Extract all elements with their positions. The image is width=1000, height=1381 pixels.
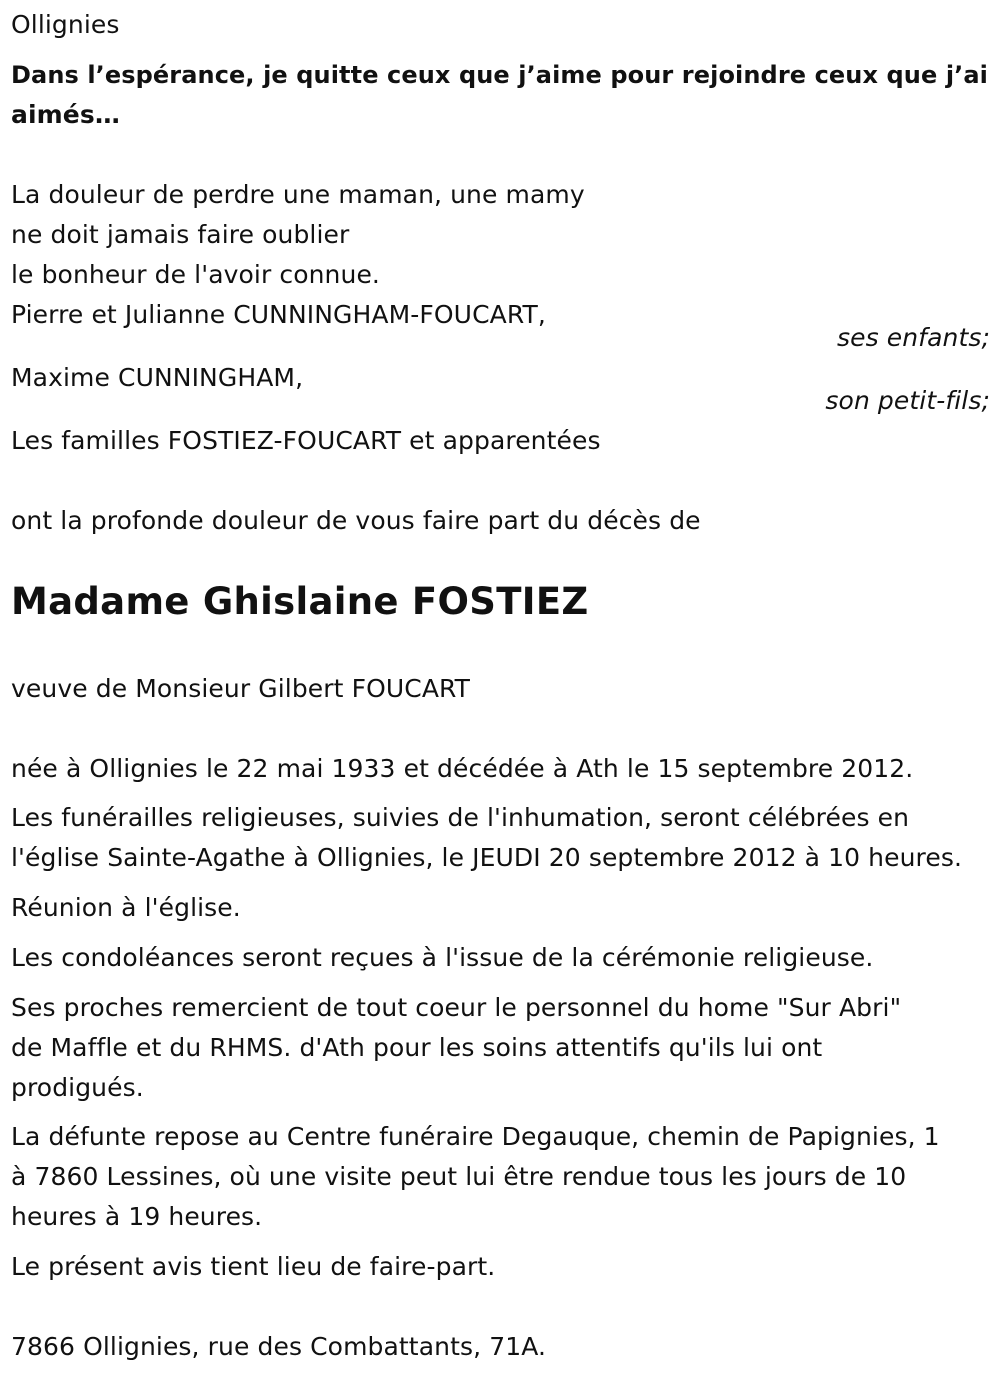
grandchild-role: son petit-fils; [825,386,990,415]
rest-line-3: heures à 19 heures. [11,1202,263,1231]
meeting-line: Réunion à l'église. [11,893,241,922]
quote-line-2: aimés… [11,100,120,129]
thanks-line-1: Ses proches remercient de tout coeur le personnel du home "Sur Abri" [11,993,902,1022]
funeral-line-1: Les funérailles religieuses, suivies de l'inhumation, seront célébrées en [11,803,910,832]
poem-line-1: La douleur de perdre une maman, une mamy [11,180,585,209]
announcement-line: ont la profonde douleur de vous faire part du décès de [11,506,701,535]
quote-line-1: Dans l’espérance, je quitte ceux que j’aime pour rejoindre ceux que j’ai [11,61,988,89]
children-names: Pierre et Julianne CUNNINGHAM-FOUCART, [11,300,546,329]
rest-line-2: à 7860 Lessines, où une visite peut lui être rendue tous les jours de 10 [11,1162,907,1191]
grandchild-name: Maxime CUNNINGHAM, [11,363,304,392]
widow-of-line: veuve de Monsieur Gilbert FOUCART [11,674,471,703]
rest-line-1: La défunte repose au Centre funéraire Degauque, chemin de Papignies, 1 [11,1122,940,1151]
birth-death-line: née à Ollignies le 22 mai 1933 et décédée à Ath le 15 septembre 2012. [11,754,914,783]
condolences-line: Les condoléances seront reçues à l'issue de la cérémonie religieuse. [11,943,874,972]
address-line: 7866 Ollignies, rue des Combattants, 71A. [11,1332,547,1361]
deceased-name: Madame Ghislaine FOSTIEZ [11,580,589,623]
thanks-line-2: de Maffle et du RHMS. d'Ath pour les soins attentifs qu'ils lui ont [11,1033,823,1062]
notice-line: Le présent avis tient lieu de faire-part. [11,1252,496,1281]
funeral-line-2: l'église Sainte-Agathe à Ollignies, le JEUDI 20 septembre 2012 à 10 heures. [11,843,963,872]
poem-line-2: ne doit jamais faire oublier [11,220,350,249]
thanks-line-3: prodigués. [11,1073,144,1102]
poem-line-3: le bonheur de l'avoir connue. [11,260,380,289]
children-role: ses enfants; [836,323,990,352]
place-header: Ollignies [11,10,120,39]
families-line: Les familles FOSTIEZ-FOUCART et apparentées [11,426,601,455]
